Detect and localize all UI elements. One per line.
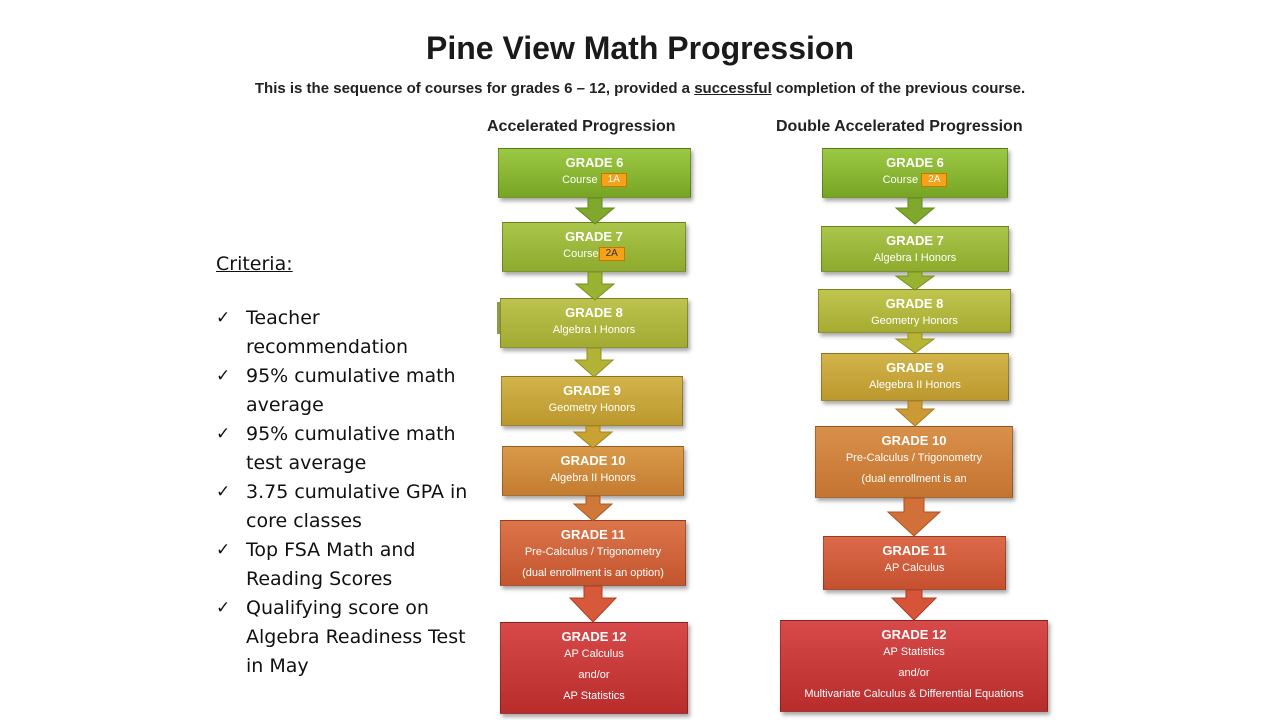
double-accelerated-heading: Double Accelerated Progression	[776, 118, 1023, 135]
grade-label: GRADE 7	[886, 233, 944, 248]
course-prefix: Course	[882, 174, 919, 186]
course-line: and/or	[898, 667, 930, 679]
course-line: AP Statistics	[563, 690, 625, 702]
grade-label: GRADE 12	[561, 629, 627, 644]
subtitle-text-before: This is the sequence of courses for grades 6 – 12, provided a	[254, 80, 695, 97]
course-code-tag: 2A	[921, 173, 947, 187]
criteria-item-text: 3.75 cumulative GPA in core classes	[246, 481, 468, 532]
course-label: Algebra II Honors	[550, 472, 636, 484]
grade-label: GRADE 10	[560, 453, 626, 468]
checkmark-icon: ✓	[216, 540, 231, 560]
course-line: (dual enrollment is an	[861, 473, 967, 485]
down-arrow-icon	[575, 348, 613, 377]
accelerated-arrows	[570, 198, 616, 622]
grade-label: GRADE 6	[565, 155, 624, 170]
criteria-item-text: Teacher recommendation	[246, 307, 409, 358]
criteria-item-text: 95% cumulative math test average	[246, 423, 456, 474]
course-line: AP Calculus	[564, 648, 624, 660]
grade-label: GRADE 8	[885, 296, 944, 311]
subtitle-text-after: completion of the previous course.	[771, 80, 1026, 97]
checkmark-icon: ✓	[216, 598, 231, 618]
down-arrow-icon	[576, 272, 614, 300]
criteria-item-text: 95% cumulative math average	[246, 365, 456, 416]
down-arrow-icon	[888, 498, 940, 536]
grade-label: GRADE 12	[881, 627, 947, 642]
course-line: Pre-Calculus / Trigonometry	[524, 546, 662, 558]
grade-label: GRADE 6	[886, 155, 944, 170]
grade-label: GRADE 9	[563, 383, 621, 398]
criteria-item-text: Qualifying score on Algebra Readiness Test in May	[246, 597, 466, 677]
criteria-heading: Criteria:	[216, 253, 293, 275]
down-arrow-icon	[896, 272, 934, 290]
down-arrow-icon	[896, 401, 934, 426]
down-arrow-icon	[896, 333, 934, 353]
course-line: AP Statistics	[883, 646, 945, 658]
down-arrow-icon	[570, 586, 616, 622]
page-title: Pine View Math Progression	[426, 30, 854, 66]
grade-label: GRADE 11	[560, 527, 626, 542]
course-code-tag: 1A	[601, 173, 627, 187]
subtitle-underlined-word: successful	[694, 80, 772, 97]
course-label: Geometry Honors	[871, 315, 958, 327]
grade-label: GRADE 9	[886, 360, 944, 375]
checkmark-icon: ✓	[216, 424, 231, 444]
down-arrow-icon	[574, 426, 612, 448]
double-accelerated-arrows	[888, 198, 940, 620]
course-label: Algebra I Honors	[873, 252, 957, 264]
course-line: Multivariate Calculus & Differential Equations	[804, 688, 1024, 700]
course-line: and/or	[578, 669, 610, 681]
grade-label: GRADE 11	[882, 543, 947, 558]
grade-label: GRADE 8	[565, 305, 623, 320]
down-arrow-icon	[892, 590, 936, 620]
down-arrow-icon	[576, 198, 614, 224]
course-code-tag: 2A	[599, 247, 625, 261]
checkmark-icon: ✓	[216, 308, 231, 328]
course-label: Geometry Honors	[548, 402, 636, 414]
course-label: Algebra I Honors	[552, 324, 636, 336]
course-label: AP Calculus	[884, 562, 945, 574]
grade-label: GRADE 10	[881, 433, 947, 448]
course-prefix: Course	[563, 248, 599, 260]
checkmark-icon: ✓	[216, 482, 231, 502]
criteria-item-text: Top FSA Math and Reading Scores	[246, 539, 416, 590]
down-arrow-icon	[574, 496, 612, 521]
down-arrow-icon	[896, 198, 934, 224]
course-line: (dual enrollment is an option)	[522, 567, 664, 579]
checkmark-icon: ✓	[216, 366, 231, 386]
course-prefix: Course	[562, 174, 598, 186]
course-label: Alegebra II Honors	[869, 379, 961, 391]
grade-label: GRADE 7	[565, 229, 623, 244]
course-line: Pre-Calculus / Trigonometry	[845, 452, 983, 464]
accelerated-heading: Accelerated Progression	[487, 118, 676, 135]
